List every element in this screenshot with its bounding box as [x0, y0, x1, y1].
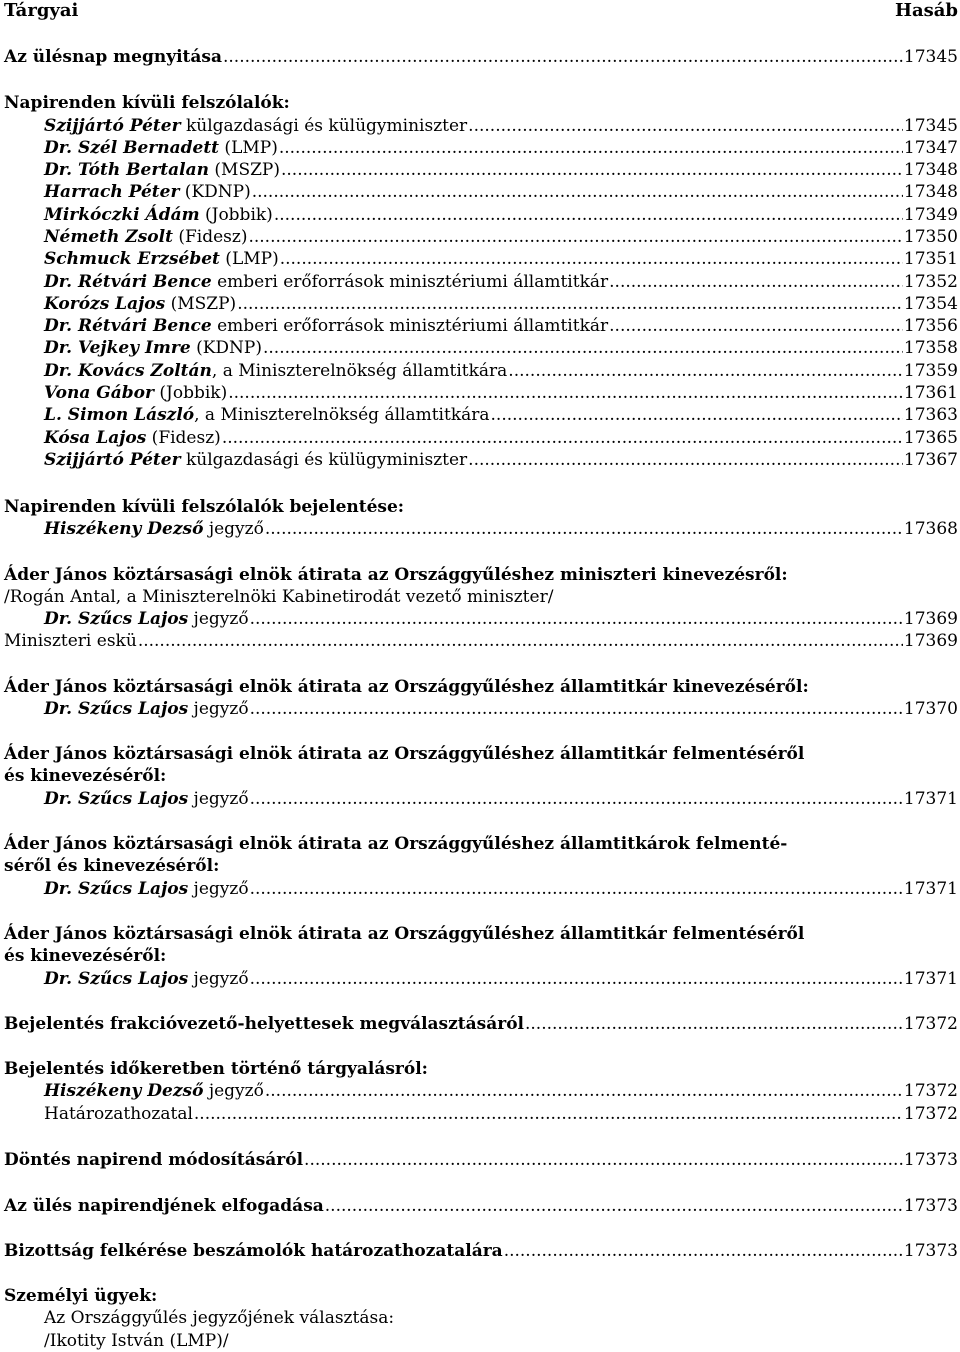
speaker-name: Korózs Lajos: [44, 294, 166, 314]
page-number: 17371: [903, 879, 958, 899]
entry-text: [44, 698, 249, 720]
toc-heading: [4, 496, 958, 518]
entry-label: jegyző: [188, 609, 249, 629]
toc-entry: [44, 271, 958, 293]
toc-heading: [44, 1330, 958, 1352]
page-number: 17352: [903, 272, 958, 292]
entry-text: [44, 137, 278, 159]
speaker-name: Dr. Szűcs Lajos: [44, 969, 189, 989]
speaker-name: Németh Zsolt: [44, 227, 173, 247]
entry-label: külgazdasági és külügyminiszter: [180, 450, 468, 470]
dot-leader: [138, 630, 903, 652]
dot-leader: [250, 788, 903, 810]
toc-heading: [4, 945, 958, 967]
entry-label: (KDNP): [179, 182, 251, 202]
entry-text: [44, 248, 279, 270]
entry-text: [4, 1149, 303, 1171]
toc-heading: [4, 765, 958, 787]
page-number: 17345: [903, 47, 958, 67]
toc-entry: [44, 608, 958, 630]
toc-entry: [44, 878, 958, 900]
toc-heading: [4, 92, 958, 114]
page-number: 17349: [903, 205, 958, 225]
dot-leader: [222, 427, 903, 449]
toc-heading: [4, 564, 958, 586]
toc-entry: [44, 788, 958, 810]
entry-text: [4, 834, 787, 854]
dot-leader: [525, 1013, 903, 1035]
toc-entry: [44, 382, 958, 404]
page-number: 17350: [903, 227, 958, 247]
entry-label: jegyző: [203, 519, 264, 539]
entry-text: [4, 630, 137, 652]
entry-text: [44, 337, 262, 359]
entry-text: [44, 271, 608, 293]
entry-label: , a Miniszterelnökség államtitkára: [211, 361, 508, 381]
entry-text: [4, 1013, 524, 1035]
speaker-name: Vona Gábor: [44, 383, 154, 403]
toc-entry: [44, 315, 958, 337]
entry-label: (Fidesz): [172, 227, 248, 247]
header-column: Hasáb: [894, 0, 958, 21]
toc-entry: [44, 1080, 958, 1102]
toc-entry: [44, 337, 958, 359]
toc-entry: [44, 137, 958, 159]
entry-text: [4, 744, 804, 764]
page-number: 17351: [903, 249, 958, 269]
entry-text: [4, 677, 809, 697]
dot-leader: [265, 518, 903, 540]
entry-text: [44, 404, 490, 426]
entry-label: , a Miniszterelnökség államtitkára: [194, 405, 490, 425]
entry-text: [4, 1240, 503, 1262]
toc-heading: [4, 676, 958, 698]
toc-heading: [4, 743, 958, 765]
speaker-name: Dr. Tóth Bertalan: [44, 160, 209, 180]
speaker-name: Schmuck Erzsébet: [44, 249, 220, 269]
dot-leader: [250, 878, 903, 900]
dot-leader: [279, 137, 903, 159]
entry-label: Az ülés napirendjének elfogadása: [4, 1196, 324, 1216]
entry-label: és kinevezéséről:: [4, 766, 167, 786]
entry-text: [44, 181, 251, 203]
toc-entry: [44, 204, 958, 226]
page-number: 17354: [903, 294, 958, 314]
page-number: 17345: [903, 116, 958, 136]
page-number: 17370: [903, 699, 958, 719]
entry-text: [44, 1308, 394, 1328]
entry-text: [44, 1103, 193, 1125]
entry-label: Bizottság felkérése beszámolók határozathozatalára: [4, 1241, 503, 1261]
entry-text: [4, 46, 222, 68]
dot-leader: [250, 698, 903, 720]
entry-text: [44, 788, 249, 810]
speaker-name: Dr. Rétvári Bence: [44, 316, 212, 336]
entry-text: [44, 382, 227, 404]
toc-heading: [44, 1307, 958, 1329]
page-number: 17369: [903, 609, 958, 629]
entry-label: emberi erőforrások minisztériumi államtitkár: [211, 316, 609, 336]
page-number: 17369: [903, 631, 958, 651]
entry-text: [4, 93, 290, 113]
entry-text: [44, 968, 249, 990]
entry-label: (MSZP): [209, 160, 280, 180]
entry-label: Személyi ügyek:: [4, 1286, 158, 1306]
page-number: 17348: [903, 160, 958, 180]
entry-label: (Fidesz): [146, 428, 221, 448]
toc-entry: [4, 1195, 958, 1217]
speaker-name: Dr. Szűcs Lajos: [44, 789, 189, 809]
toc-entry: [44, 449, 958, 471]
entry-text: [44, 427, 221, 449]
entry-label: (KDNP): [190, 338, 262, 358]
entry-label: Áder János köztársasági elnök átirata az Országgyűléshez államtitkár felmentéséről: [4, 744, 805, 764]
entry-label: Áder János köztársasági elnök átirata az Országgyűléshez államtitkár kinevezéséről:: [4, 677, 809, 697]
toc-heading: [4, 586, 958, 608]
entry-text: [44, 360, 507, 382]
page-number: 17371: [903, 969, 958, 989]
entry-label: Napirenden kívüli felszólalók:: [4, 93, 290, 113]
page-number: 17373: [903, 1196, 958, 1216]
speaker-name: Szijjártó Péter: [44, 116, 181, 136]
entry-text: [44, 204, 273, 226]
speaker-name: Dr. Szél Bernadett: [44, 138, 220, 158]
speaker-name: Harrach Péter: [44, 182, 180, 202]
dot-leader: [304, 1149, 903, 1171]
entry-label: Áder János köztársasági elnök átirata az Országgyűléshez miniszteri kinevezésről:: [4, 565, 788, 585]
page-number: 17361: [903, 383, 958, 403]
toc-entry: [44, 968, 958, 990]
speaker-name: Hiszékeny Dezső: [44, 1081, 204, 1101]
entry-text: [44, 518, 264, 540]
entry-label: Az Országgyűlés jegyzőjének választása:: [44, 1308, 395, 1328]
entry-text: [4, 766, 166, 786]
page-number: 17365: [903, 428, 958, 448]
entry-label: Határozathozatal: [44, 1104, 193, 1124]
toc-entry: [44, 293, 958, 315]
dot-leader: [609, 271, 903, 293]
entry-text: [4, 1286, 157, 1306]
toc-entry: [4, 46, 958, 68]
entry-text: [44, 115, 467, 137]
toc-entry: [44, 226, 958, 248]
toc-entry: [44, 1103, 958, 1125]
entry-label: Napirenden kívüli felszólalók bejelentése:: [4, 497, 405, 517]
entry-text: [4, 924, 804, 944]
entry-label: Bejelentés időkeretben történő tárgyalásról:: [4, 1059, 428, 1079]
entry-label: és kinevezéséről:: [4, 946, 167, 966]
entry-label: (LMP): [219, 138, 278, 158]
entry-label: Bejelentés frakcióvezető-helyettesek megválasztásáról: [4, 1014, 524, 1034]
speaker-name: Dr. Rétvári Bence: [44, 272, 212, 292]
speaker-name: Dr. Vejkey Imre: [44, 338, 191, 358]
toc-entry: [44, 518, 958, 540]
header-subject: Tárgyai: [4, 0, 79, 21]
entry-label: jegyző: [188, 789, 249, 809]
toc-heading: [4, 1285, 958, 1307]
entry-label: Áder János köztársasági elnök átirata az Országgyűléshez államtitkárok felmenté-: [4, 834, 788, 854]
dot-leader: [325, 1195, 903, 1217]
entry-text: [44, 293, 236, 315]
entry-text: [44, 315, 608, 337]
toc-entry: [4, 630, 958, 652]
entry-text: [4, 1059, 428, 1079]
toc-entry: [44, 698, 958, 720]
dot-leader: [280, 248, 903, 270]
entry-text: [4, 856, 219, 876]
dot-leader: [504, 1240, 903, 1262]
entry-text: [44, 1080, 264, 1102]
page-number: 17348: [903, 182, 958, 202]
dot-leader: [194, 1103, 903, 1125]
toc-entry: [4, 1013, 958, 1035]
toc-entry: [4, 1240, 958, 1262]
dot-leader: [237, 293, 903, 315]
page-number: 17373: [903, 1150, 958, 1170]
entry-label: (Jobbik): [153, 383, 228, 403]
page-number: 17372: [903, 1081, 958, 1101]
page-number: 17358: [903, 338, 958, 358]
page-number: 17372: [903, 1104, 958, 1124]
toc-heading: [4, 1058, 958, 1080]
dot-leader: [491, 404, 903, 426]
dot-leader: [281, 159, 903, 181]
page-number: 17371: [903, 789, 958, 809]
speaker-name: Hiszékeny Dezső: [44, 519, 204, 539]
dot-leader: [263, 337, 903, 359]
entry-label: jegyző: [203, 1081, 264, 1101]
speaker-name: Mirkóczki Ádám: [44, 205, 200, 225]
toc-entry: [44, 181, 958, 203]
entry-label: séről és kinevezéséről:: [4, 856, 220, 876]
toc-entry: [44, 159, 958, 181]
entry-label: (Jobbik): [199, 205, 273, 225]
entry-text: [44, 1331, 229, 1351]
dot-leader: [252, 181, 903, 203]
toc-entry: [44, 248, 958, 270]
dot-leader: [250, 968, 903, 990]
toc-heading: [4, 855, 958, 877]
entry-label: (LMP): [219, 249, 279, 269]
page-number: 17347: [903, 138, 958, 158]
entry-label: Az ülésnap megnyitása: [4, 47, 222, 67]
entry-text: [4, 497, 404, 517]
speaker-name: Dr. Kovács Zoltán: [44, 361, 212, 381]
entry-label: /Ikotity István (LMP)/: [44, 1331, 229, 1351]
entry-label: jegyző: [188, 699, 249, 719]
dot-leader: [248, 226, 902, 248]
dot-leader: [468, 449, 903, 471]
entry-text: [4, 1195, 324, 1217]
entry-text: [4, 946, 166, 966]
page-number: 17359: [903, 361, 958, 381]
dot-leader: [265, 1080, 903, 1102]
speaker-name: L. Simon László: [44, 405, 195, 425]
entry-label: jegyző: [188, 969, 249, 989]
entry-label: jegyző: [188, 879, 249, 899]
dot-leader: [609, 315, 903, 337]
speaker-name: Kósa Lajos: [44, 428, 147, 448]
toc-entry: [44, 115, 958, 137]
page-number: 17367: [903, 450, 958, 470]
page-number: 17372: [903, 1014, 958, 1034]
entry-text: [44, 159, 280, 181]
page-number: 17356: [903, 316, 958, 336]
entry-text: [4, 587, 553, 607]
speaker-name: Dr. Szűcs Lajos: [44, 609, 189, 629]
entry-text: [44, 608, 249, 630]
dot-leader: [468, 115, 903, 137]
speaker-name: Dr. Szűcs Lajos: [44, 699, 189, 719]
entry-text: [44, 878, 249, 900]
toc-heading: [4, 923, 958, 945]
dot-leader: [228, 382, 903, 404]
toc-entry: [44, 404, 958, 426]
speaker-name: Szijjártó Péter: [44, 450, 181, 470]
entry-label: külgazdasági és külügyminiszter: [180, 116, 468, 136]
dot-leader: [223, 46, 903, 68]
entry-text: [4, 565, 788, 585]
entry-text: [44, 226, 247, 248]
speaker-name: Dr. Szűcs Lajos: [44, 879, 189, 899]
page-number: 17368: [903, 519, 958, 539]
page-number: 17363: [903, 405, 958, 425]
entry-label: Áder János köztársasági elnök átirata az Országgyűléshez államtitkár felmentéséről: [4, 924, 805, 944]
toc-entry: [44, 427, 958, 449]
page-number: 17373: [903, 1241, 958, 1261]
entry-label: Döntés napirend módosításáról: [4, 1150, 304, 1170]
entry-label: /Rogán Antal, a Miniszterelnöki Kabinetirodát vezető miniszter/: [4, 587, 554, 607]
dot-leader: [508, 360, 903, 382]
entry-label: (MSZP): [165, 294, 237, 314]
entry-label: Miniszteri eskü: [4, 631, 137, 651]
dot-leader: [250, 608, 903, 630]
toc-entry: [4, 1149, 958, 1171]
entry-text: [44, 449, 467, 471]
entry-label: emberi erőforrások minisztériumi államtitkár: [211, 272, 609, 292]
dot-leader: [274, 204, 903, 226]
toc-heading: [4, 833, 958, 855]
toc-entry: [44, 360, 958, 382]
